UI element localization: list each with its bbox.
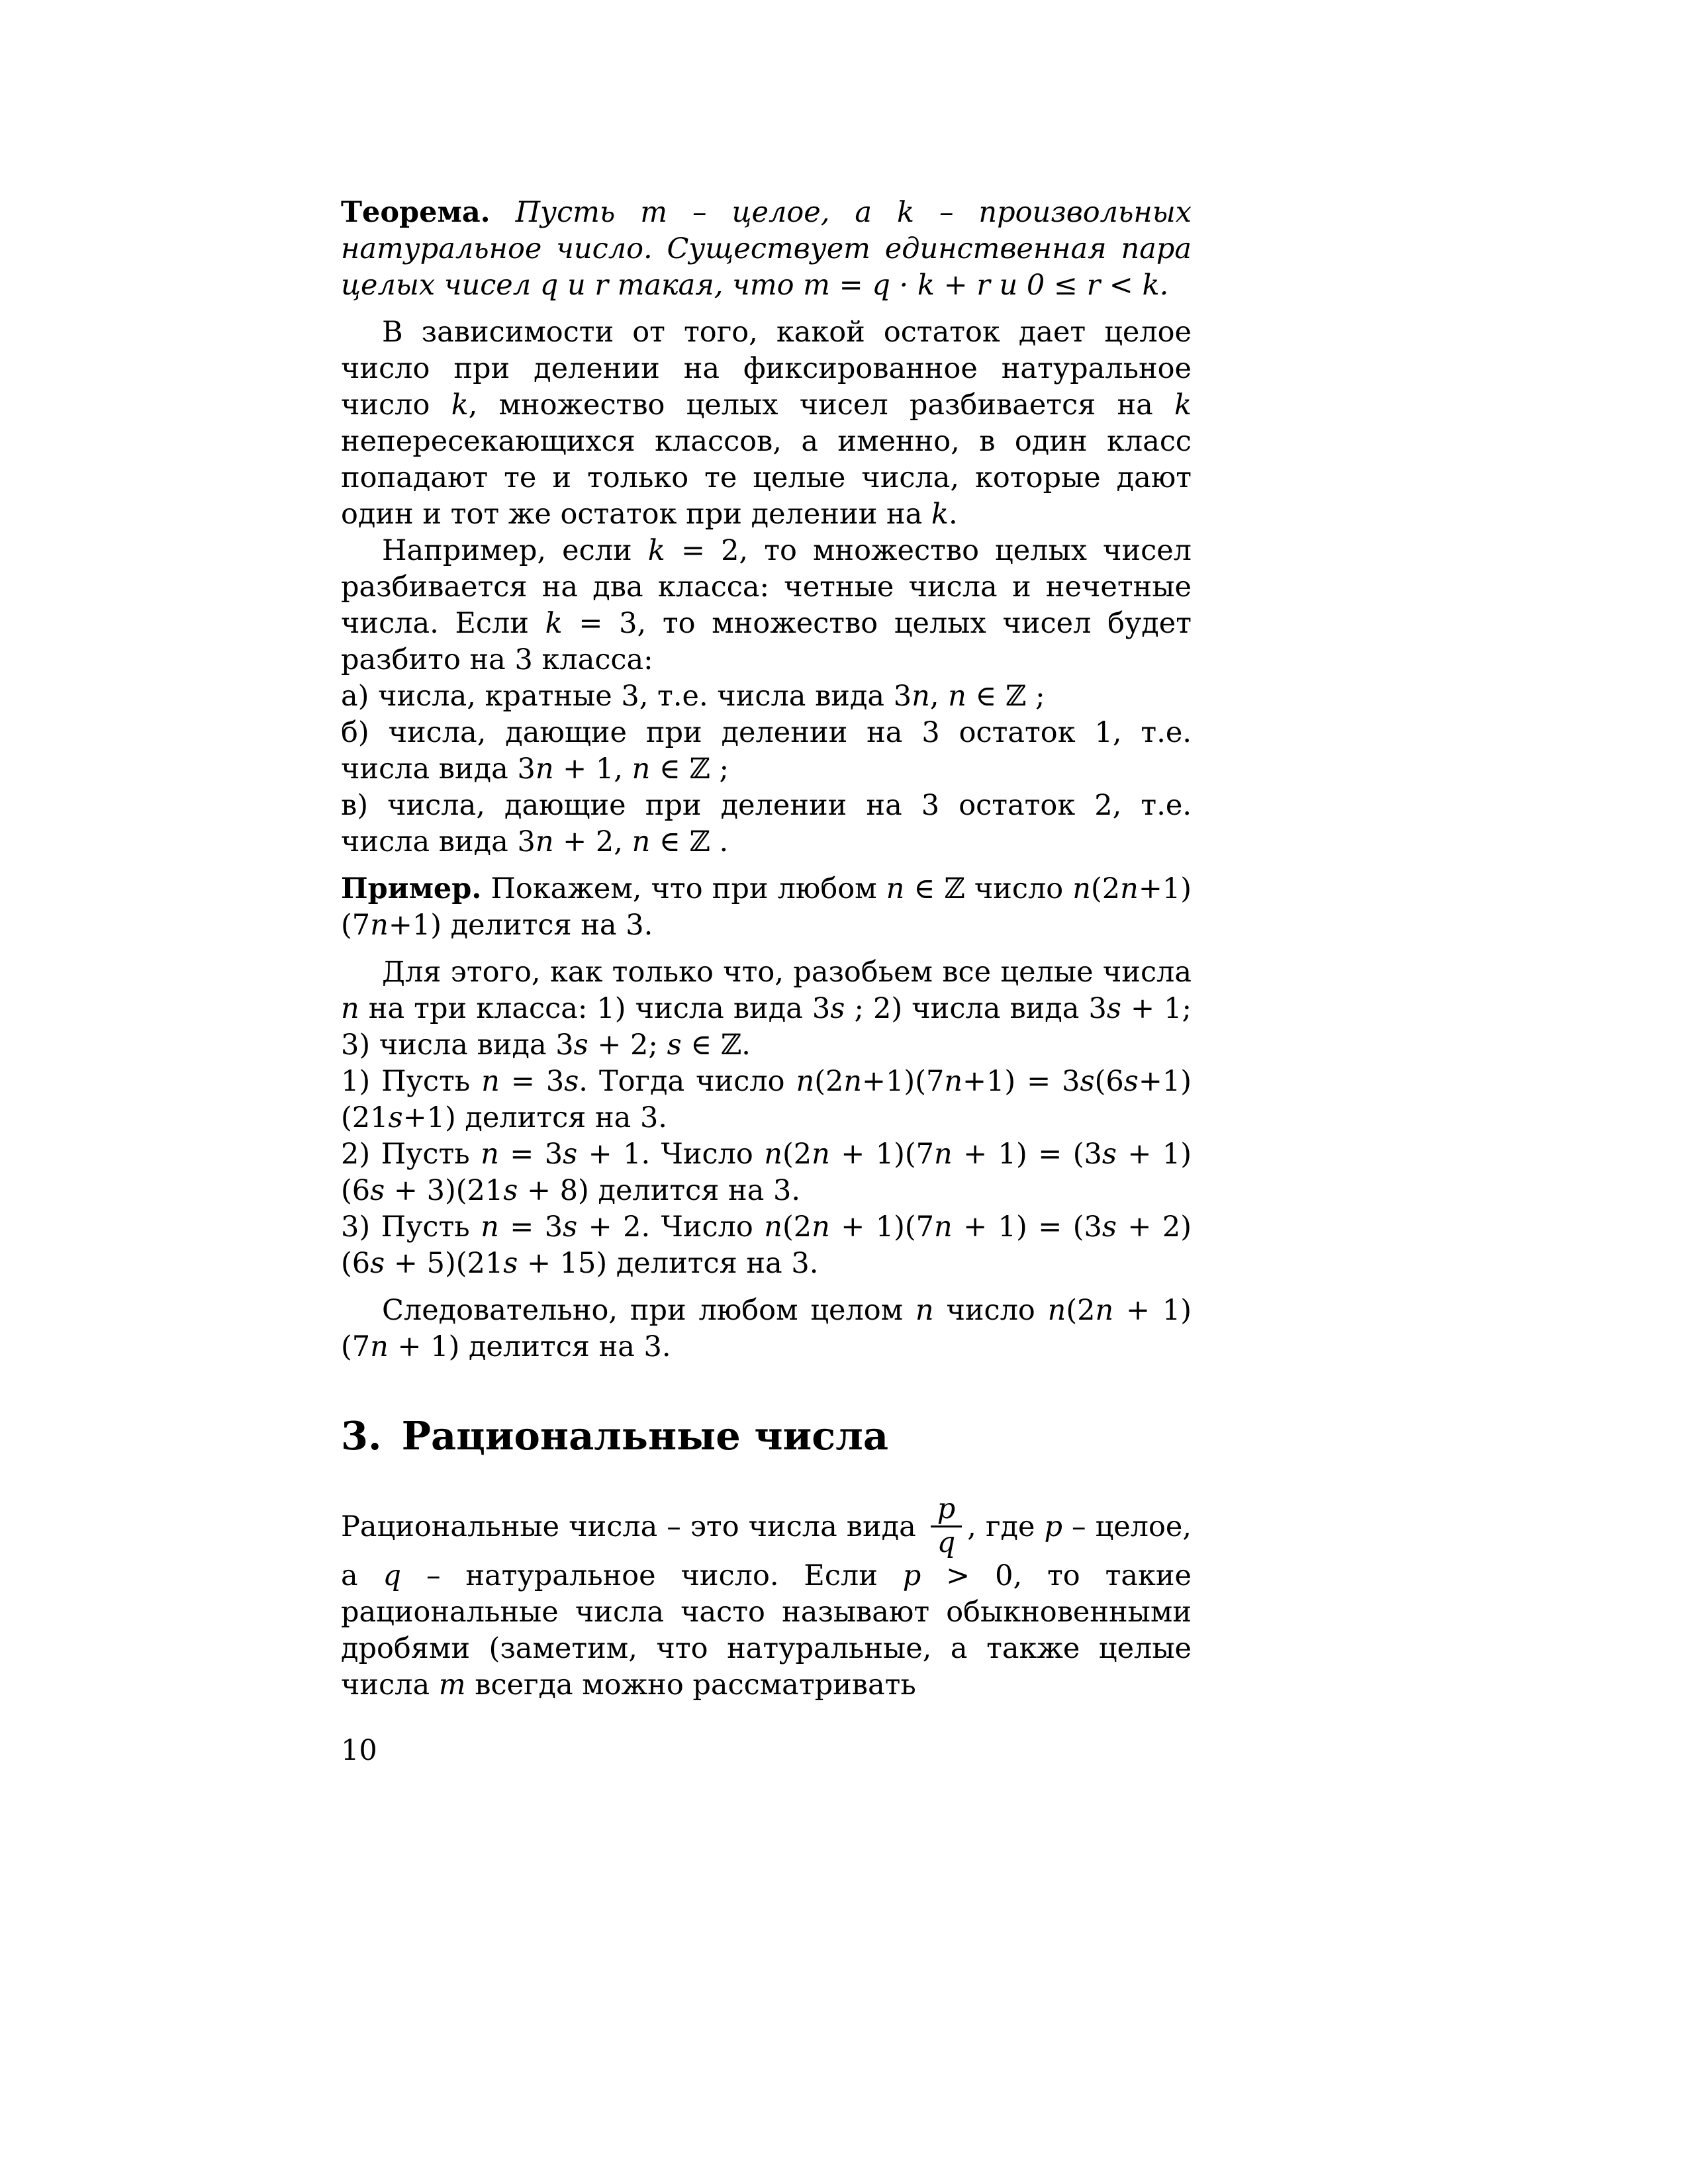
- rational-numbers-paragraph: Рациональные числа – это числа вида $\frac{p}{q}$ , где p – целое, а q – натуральное число. Если p > 0, то такие рациональные числа часто называют обыкновенными дробями (заметим, что натуральные, а также целые числа m всегда можно рассматривать: [341, 1492, 1192, 1702]
- page-number: 10: [341, 1733, 377, 1767]
- case-3-item: 3) Пусть n = 3s + 2. Число n(2n + 1)(7n + 1) = (3s + 2)(6s + 5)(21s + 15) делится на 3.: [341, 1210, 1192, 1280]
- class-a-item: а) числа, кратные 3, т.е. числа вида 3n, n ∈ ℤ ;: [341, 680, 1045, 713]
- example-paragraph: Пример. Покажем, что при любом n ∈ ℤ число n(2n+1)(7n+1) делится на 3.: [341, 872, 1192, 942]
- conclusion-paragraph: Следовательно, при любом целом n число n(2n + 1)(7n + 1) делится на 3.: [341, 1294, 1192, 1363]
- case-1-item: 1) Пусть n = 3s. Тогда число n(2n+1)(7n+1) = 3s(6s+1)(21s+1) делится на 3.: [341, 1065, 1192, 1134]
- remainder-classes-paragraph: В зависимости от того, какой остаток дает целое число при делении на фиксированное натуральное число k, множество целых чисел разбивается на k непересекающихся классов, а именно, в один класс попадают те и только те целые числа, которые дают один и тот же остаток при делении на k.: [341, 316, 1192, 531]
- class-v-item: в) числа, дающие при делении на 3 остаток 2, т.е. числа вида 3n + 2, n ∈ ℤ .: [341, 789, 1192, 858]
- class-b-item: б) числа, дающие при делении на 3 остаток 1, т.е. числа вида 3n + 1, n ∈ ℤ ;: [341, 716, 1192, 786]
- text-column: [341, 195, 1192, 1769]
- inline-fraction: $\frac{p}{q}$: [931, 1495, 962, 1558]
- section-heading: [341, 1414, 1192, 1458]
- section-title: Рациональные числа: [401, 1413, 889, 1459]
- case-2-item: 2) Пусть n = 3s + 1. Число n(2n + 1)(7n + 1) = (3s + 1)(6s + 3)(21s + 8) делится на 3.: [341, 1138, 1192, 1207]
- three-classes-paragraph: Для этого, как только что, разобьем все целые числа n на три класса: 1) числа вида 3s ; 2) числа вида 3s + 1; 3) числа вида 3s + 2; s ∈ ℤ.: [341, 956, 1192, 1062]
- section-number: 3.: [341, 1413, 382, 1459]
- example-k2-k3-paragraph: Например, если k = 2, то множество целых чисел разбивается на два класса: четные числа и нечетные числа. Если k = 3, то множество целых чисел будет разбито на 3 класса:: [341, 534, 1192, 676]
- theorem-paragraph: Теорема. Пусть m – целое, а k – произвольных натуральное число. Существует единственная пара целых чисел q и r такая, что m = q · k + r и 0 ≤ r < k.: [341, 196, 1192, 302]
